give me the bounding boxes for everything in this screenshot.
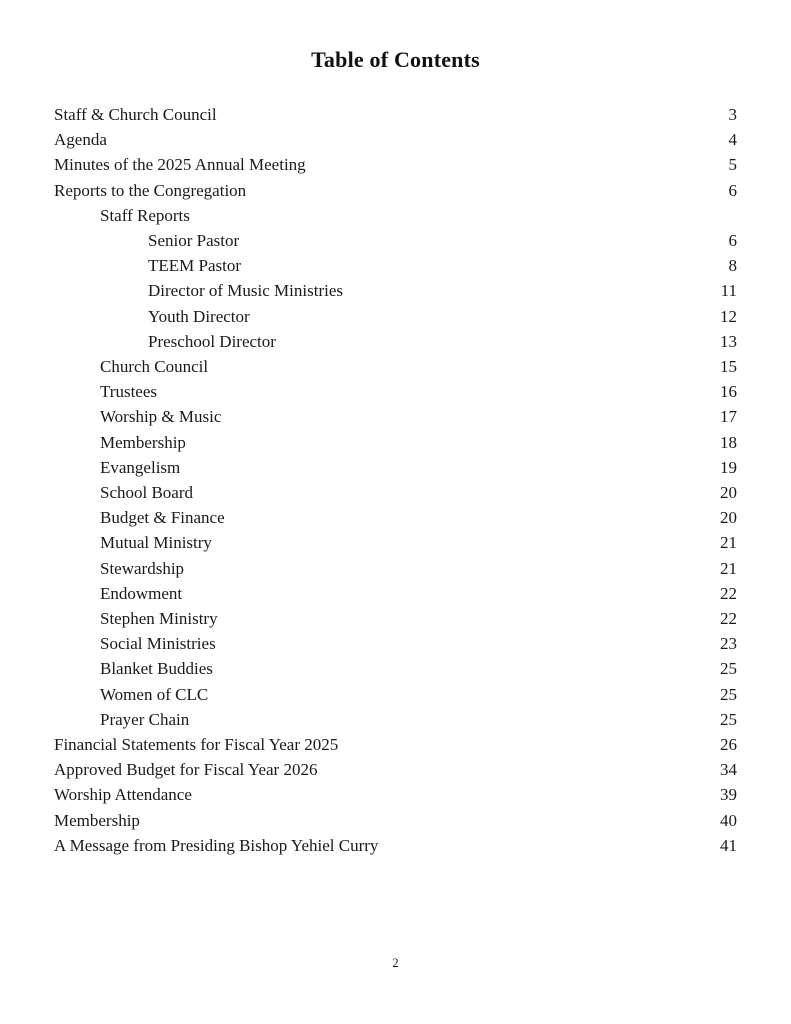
toc-entry xyxy=(54,656,737,681)
toc-entry-page: 20 xyxy=(720,483,737,503)
toc-entry xyxy=(54,379,737,404)
toc-entry-label: Stephen Ministry xyxy=(100,609,218,629)
toc-entry-label: Budget & Finance xyxy=(100,508,225,528)
toc-entry-label: Endowment xyxy=(100,583,183,603)
toc-entry-page: 17 xyxy=(720,407,737,427)
toc-entry-page: 21 xyxy=(720,533,737,553)
toc-entry-page: 6 xyxy=(728,231,737,251)
toc-entry-label: A Message from Presiding Bishop Yehiel Curry xyxy=(54,835,379,855)
toc-entry-label: Youth Director xyxy=(148,306,250,326)
toc-entry-label: Stewardship xyxy=(100,558,185,578)
toc-entry xyxy=(54,530,737,555)
toc-entry-page: 39 xyxy=(720,785,737,805)
toc-entry-page: 18 xyxy=(720,432,737,452)
toc-entry xyxy=(54,329,737,354)
toc-entry-label: Director of Music Ministries xyxy=(148,281,343,301)
toc-entry xyxy=(54,631,737,656)
toc-entry xyxy=(54,707,737,732)
toc-entry-label: Minutes of the 2025 Annual Meeting xyxy=(54,155,306,175)
toc-entry-label: Financial Statements for Fiscal Year 2025 xyxy=(54,735,339,755)
toc-entry-page: 40 xyxy=(720,810,737,830)
toc-entry-label: Trustees xyxy=(100,382,157,402)
toc-entry xyxy=(54,480,737,505)
page-number-footer: 2 xyxy=(392,956,399,970)
toc-entry-label: School Board xyxy=(100,483,194,503)
toc-entry-label: Prayer Chain xyxy=(100,709,190,729)
toc-entry-page: 6 xyxy=(728,180,737,200)
toc-entry-page: 8 xyxy=(728,256,737,276)
toc-entry xyxy=(54,682,737,707)
toc-entry-page: 34 xyxy=(720,760,737,780)
toc-entry xyxy=(54,304,737,329)
toc-entry xyxy=(54,102,737,127)
toc-entry-page: 23 xyxy=(720,634,737,654)
toc-entry-page: 25 xyxy=(720,709,737,729)
toc-entry-page: 4 xyxy=(728,130,737,150)
toc-entry xyxy=(54,757,737,782)
toc-entry-label: TEEM Pastor xyxy=(148,256,242,276)
toc-entry-label: Church Council xyxy=(100,357,209,377)
toc-entry-label: Worship & Music xyxy=(100,407,222,427)
toc-entry-page: 11 xyxy=(720,281,737,301)
toc-entry xyxy=(54,253,737,278)
toc-entry-label: Social Ministries xyxy=(100,634,216,654)
toc-entry xyxy=(54,203,737,228)
toc-entry-page: 12 xyxy=(720,306,737,326)
toc-entry-page: 21 xyxy=(720,558,737,578)
toc-entry-page: 5 xyxy=(728,155,737,175)
toc-entry-page: 16 xyxy=(720,382,737,402)
toc-entry-label: Staff & Church Council xyxy=(54,105,217,124)
toc-entry xyxy=(54,354,737,379)
toc-entry xyxy=(54,732,737,757)
toc-entry-page: 25 xyxy=(720,684,737,704)
toc-entry-label: Agenda xyxy=(54,130,107,150)
toc-entry-page: 19 xyxy=(720,457,737,477)
toc-entry-page: 25 xyxy=(720,659,737,679)
toc-entry xyxy=(54,606,737,631)
toc-entry xyxy=(54,228,737,253)
toc-entry-label: Staff Reports xyxy=(100,205,190,225)
toc-entry-page: 20 xyxy=(720,508,737,528)
toc-entry-label: Membership xyxy=(54,810,140,830)
toc-list xyxy=(54,102,737,858)
toc-entry xyxy=(54,455,737,480)
toc-entry-page: 26 xyxy=(720,735,737,755)
toc-entry-page: 22 xyxy=(720,609,737,629)
toc-entry-label: Membership xyxy=(100,432,186,452)
toc-entry xyxy=(54,808,737,833)
toc-entry-label: Preschool Director xyxy=(148,331,276,351)
toc-entry xyxy=(54,430,737,455)
toc-entry xyxy=(54,178,737,203)
toc-entry-label: Approved Budget for Fiscal Year 2026 xyxy=(54,760,318,780)
toc-entry xyxy=(54,833,737,858)
toc-entry xyxy=(54,505,737,530)
toc-entry xyxy=(54,404,737,429)
toc-entry-page: 15 xyxy=(720,357,737,377)
toc-entry-label: Reports to the Congregation xyxy=(54,180,247,200)
toc-entry xyxy=(54,127,737,152)
toc-entry xyxy=(54,278,737,303)
toc-entry-label: Evangelism xyxy=(100,457,181,477)
toc-entry xyxy=(54,782,737,807)
toc-entry-page: 13 xyxy=(720,331,737,351)
toc-entry-page: 41 xyxy=(720,835,737,855)
toc-entry-page: 22 xyxy=(720,583,737,603)
toc-entry-label: Blanket Buddies xyxy=(100,659,213,679)
toc-entry xyxy=(54,152,737,177)
toc-entry-page: 3 xyxy=(728,105,737,124)
toc-entry-label: Worship Attendance xyxy=(54,785,192,805)
toc-entry-label: Senior Pastor xyxy=(148,231,240,251)
page-title: Table of Contents xyxy=(311,47,480,72)
toc-entry xyxy=(54,556,737,581)
toc-entry-label: Mutual Ministry xyxy=(100,533,212,553)
toc-entry xyxy=(54,581,737,606)
toc-entry-label: Women of CLC xyxy=(100,684,209,704)
